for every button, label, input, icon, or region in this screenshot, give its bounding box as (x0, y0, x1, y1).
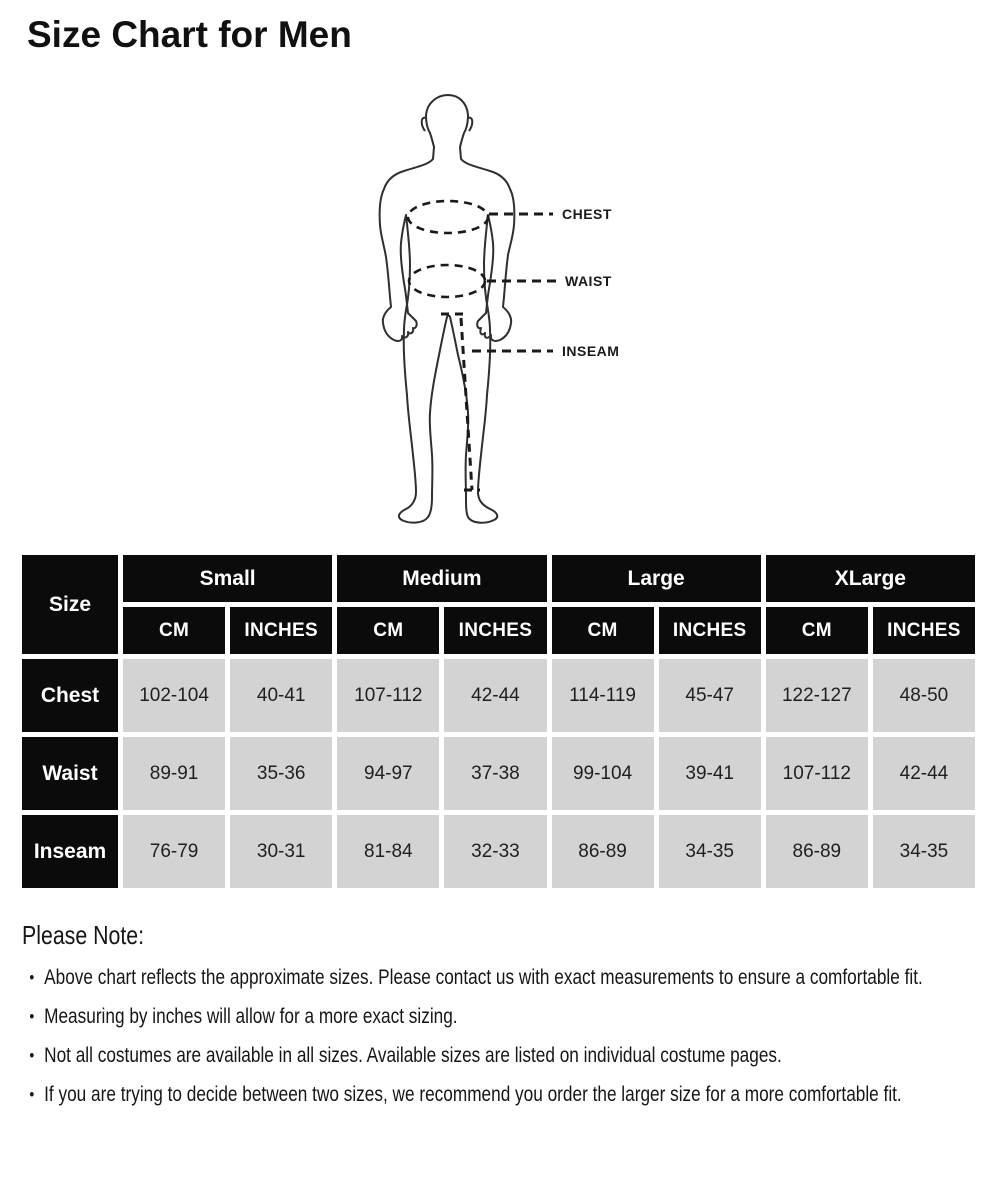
cell-inseam-small-inches: 30-31 (230, 815, 332, 888)
col-group-medium: Medium (337, 555, 546, 602)
unit-header-cm: CM (337, 607, 439, 654)
cell-waist-small-inches: 35-36 (230, 737, 332, 810)
cell-inseam-large-inches: 34-35 (659, 815, 761, 888)
cell-waist-xlarge-inches: 42-44 (873, 737, 975, 810)
note-text: Not all costumes are available in all sizes. Available sizes are listed on individual costume pages. (44, 1044, 782, 1067)
unit-header-inches: INCHES (659, 607, 761, 654)
cell-inseam-xlarge-inches: 34-35 (873, 815, 975, 888)
cell-chest-large-inches: 45-47 (659, 659, 761, 732)
cell-chest-small-cm: 102-104 (123, 659, 225, 732)
col-group-large: Large (552, 555, 761, 602)
bullet-icon: • (29, 1007, 35, 1026)
note-text: Above chart reflects the approximate sizes. Please contact us with exact measurements to ensure a comfortable fit. (44, 966, 923, 989)
measurement-diagram (0, 85, 1000, 545)
notes-list (22, 958, 979, 1114)
note-text: Measuring by inches will allow for a more exact sizing. (44, 1005, 458, 1028)
cell-inseam-medium-inches: 32-33 (444, 815, 546, 888)
cell-chest-large-cm: 114-119 (552, 659, 654, 732)
inseam-label: INSEAM (562, 343, 620, 359)
bullet-icon: • (29, 1085, 35, 1104)
table-unit-header-row (22, 607, 975, 654)
notes-heading: Please Note: (22, 920, 145, 950)
cell-chest-medium-cm: 107-112 (337, 659, 439, 732)
bullet-icon: • (29, 1046, 35, 1065)
cell-chest-xlarge-inches: 48-50 (873, 659, 975, 732)
note-item (22, 1036, 957, 1075)
col-group-xlarge: XLarge (766, 555, 975, 602)
unit-header-cm: CM (123, 607, 225, 654)
cell-inseam-medium-cm: 81-84 (337, 815, 439, 888)
cell-chest-small-inches: 40-41 (230, 659, 332, 732)
row-label-waist: Waist (22, 737, 118, 810)
note-item (22, 1075, 957, 1114)
notes-section (22, 919, 979, 1114)
unit-header-inches: INCHES (873, 607, 975, 654)
table-row-inseam (22, 815, 975, 888)
cell-waist-medium-inches: 37-38 (444, 737, 546, 810)
table-corner-size: Size (22, 555, 118, 654)
row-label-inseam: Inseam (22, 815, 118, 888)
note-item (22, 958, 957, 997)
unit-header-cm: CM (766, 607, 868, 654)
cell-inseam-xlarge-cm: 86-89 (766, 815, 868, 888)
cell-waist-large-cm: 99-104 (552, 737, 654, 810)
cell-waist-large-inches: 39-41 (659, 737, 761, 810)
unit-header-inches: INCHES (230, 607, 332, 654)
cell-waist-medium-cm: 94-97 (337, 737, 439, 810)
row-label-chest: Chest (22, 659, 118, 732)
col-group-small: Small (123, 555, 332, 602)
chest-label: CHEST (562, 206, 612, 222)
unit-header-inches: INCHES (444, 607, 546, 654)
cell-inseam-small-cm: 76-79 (123, 815, 225, 888)
cell-waist-xlarge-cm: 107-112 (766, 737, 868, 810)
cell-inseam-large-cm: 86-89 (552, 815, 654, 888)
waist-label: WAIST (565, 273, 612, 289)
table-row-waist (22, 737, 975, 810)
size-chart-table (17, 550, 980, 893)
bullet-icon: • (29, 968, 35, 987)
cell-waist-small-cm: 89-91 (123, 737, 225, 810)
page-title: Size Chart for Men (27, 14, 352, 55)
note-text: If you are trying to decide between two sizes, we recommend you order the larger size for a more comfortable fit. (44, 1083, 902, 1106)
body-figure-svg (0, 85, 1000, 545)
note-item (22, 997, 957, 1036)
cell-chest-medium-inches: 42-44 (444, 659, 546, 732)
cell-chest-xlarge-cm: 122-127 (766, 659, 868, 732)
unit-header-cm: CM (552, 607, 654, 654)
body-outline (380, 95, 515, 523)
table-group-header-row (22, 555, 975, 602)
table-row-chest (22, 659, 975, 732)
